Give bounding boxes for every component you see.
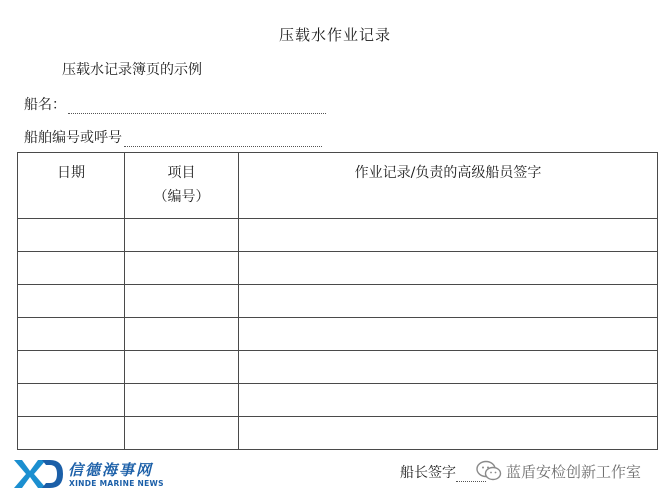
item-cell[interactable] — [125, 351, 239, 384]
ship-name-blank[interactable] — [68, 101, 326, 114]
ship-name-label: 船名： — [24, 97, 66, 113]
date-cell[interactable] — [18, 219, 125, 252]
item-cell[interactable] — [125, 252, 239, 285]
ship-id-blank[interactable] — [124, 134, 322, 147]
record-cell[interactable] — [239, 252, 658, 285]
captain-signature — [400, 462, 486, 482]
wechat-icon — [476, 460, 502, 482]
record-cell[interactable] — [239, 384, 658, 417]
ballast-record-table — [17, 152, 658, 450]
watermark-text: 蓝盾安检创新工作室 — [506, 463, 642, 481]
date-cell[interactable] — [18, 318, 125, 351]
xinde-logo — [12, 458, 182, 492]
item-cell[interactable] — [125, 285, 239, 318]
document-subtitle: 压载水记录簿页的示例 — [62, 62, 202, 78]
logo-english-text: XINDE MARINE NEWS — [69, 479, 164, 488]
record-cell[interactable] — [239, 417, 658, 450]
header-item — [125, 153, 239, 219]
ship-name-field — [24, 94, 326, 114]
record-cell[interactable] — [239, 219, 658, 252]
logo-chinese-text: 信德海事网 — [68, 461, 154, 479]
table-row — [18, 219, 658, 252]
table-row — [18, 252, 658, 285]
item-cell[interactable] — [125, 219, 239, 252]
date-cell[interactable] — [18, 252, 125, 285]
date-cell[interactable] — [18, 384, 125, 417]
xd-logo-icon — [12, 458, 64, 490]
date-cell[interactable] — [18, 351, 125, 384]
ship-id-label: 船舶编号或呼号 — [24, 130, 122, 146]
table-row — [18, 351, 658, 384]
captain-signature-label: 船长签字 — [400, 465, 456, 481]
ship-id-field — [24, 127, 322, 147]
item-cell[interactable] — [125, 417, 239, 450]
table-row — [18, 384, 658, 417]
header-record: 作业记录/负责的高级船员签字 — [239, 153, 658, 219]
table-row — [18, 318, 658, 351]
record-cell[interactable] — [239, 285, 658, 318]
item-cell[interactable] — [125, 384, 239, 417]
table-header-row — [18, 153, 658, 219]
record-cell[interactable] — [239, 351, 658, 384]
date-cell[interactable] — [18, 417, 125, 450]
table-row — [18, 285, 658, 318]
document-title: 压载水作业记录 — [278, 26, 391, 44]
header-item-sub: （编号） — [153, 189, 210, 205]
item-cell[interactable] — [125, 318, 239, 351]
header-item-label: 项目 — [167, 165, 196, 181]
table-body — [18, 219, 658, 450]
header-date: 日期 — [18, 153, 125, 219]
record-cell[interactable] — [239, 318, 658, 351]
date-cell[interactable] — [18, 285, 125, 318]
table-row — [18, 417, 658, 450]
